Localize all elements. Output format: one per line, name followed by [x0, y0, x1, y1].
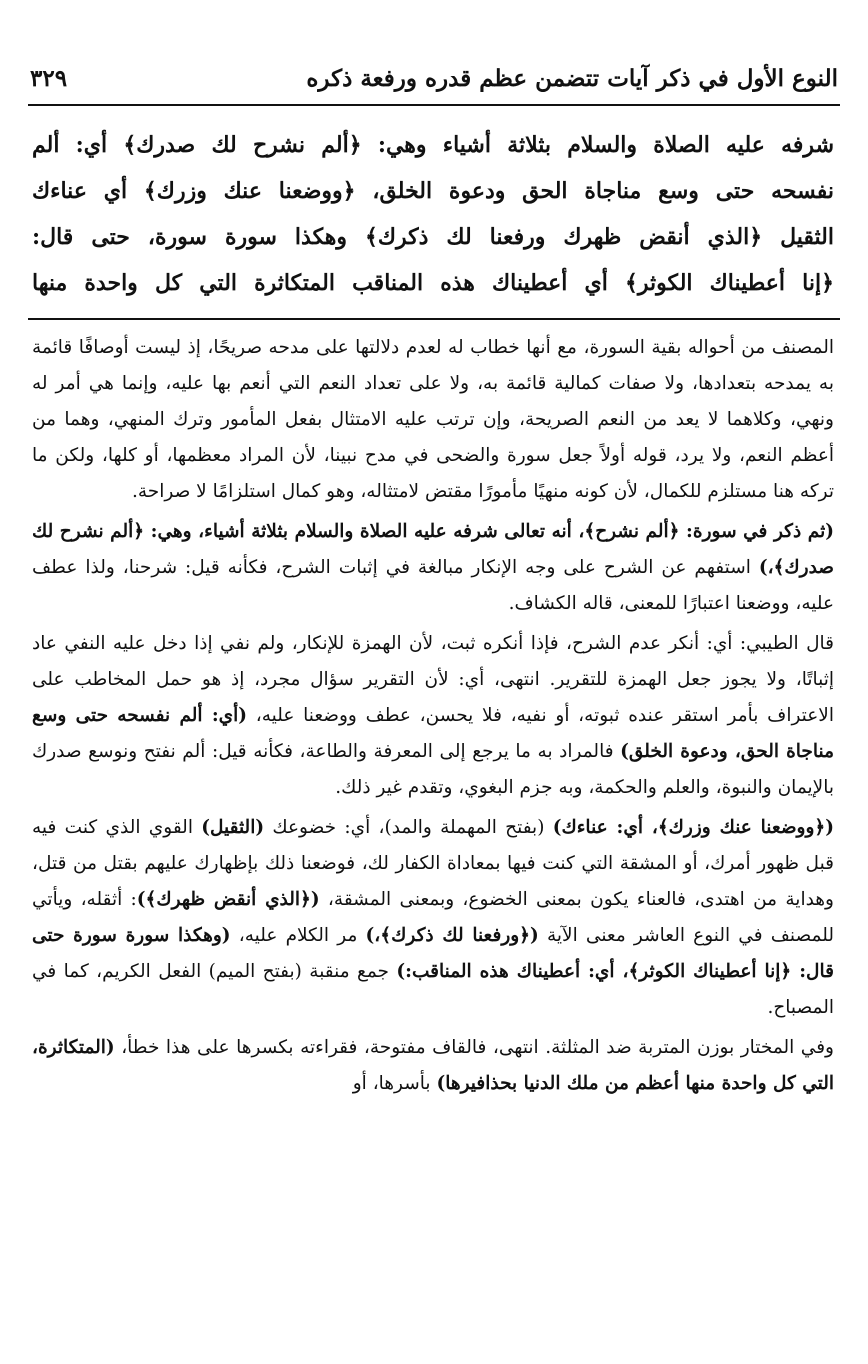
commentary-paragraph-2	[32, 514, 834, 622]
commentary-paragraph-4	[32, 810, 834, 1026]
commentary-text: استفهم عن الشرح على وجه الإنكار مبالغة في إثبات الشرح، فكأنه قيل: شرحنا، ولذا عطف عليه، ووضعنا اعتبارًا للمعنى، قاله الكشاف.	[32, 557, 834, 614]
commentary-text: جمع منقبة (بفتح الميم) الفعل الكريم، كما في المصباح.	[32, 961, 834, 1018]
main-line-1: شرفه عليه الصلاة والسلام بثلاثة أشياء وهي: ﴿ألم نشرح لك صدرك﴾ أي: ألم	[32, 132, 834, 158]
quoted-text: (الثقيل)	[201, 817, 265, 838]
page-number: ٣٢٩	[30, 64, 68, 92]
quoted-text: (ثم ذكر في سورة: ﴿ألم نشرح﴾، أنه تعالى شرفه عليه الصلاة والسلام بثلاثة أشياء، وهي: ﴿ألم نشرح لك صدرك﴾،)	[32, 521, 834, 578]
quoted-text: (وهكذا سورة سورة حتى قال: ﴿إنا أعطيناك الكوثر﴾، أي: أعطيناك هذه المناقب:)	[32, 925, 834, 982]
page-header	[30, 58, 838, 98]
main-line-2: نفسحه حتى وسع مناجاة الحق ودعوة الخلق، ﴿ووضعنا عنك وزرك﴾ أي عناءك	[32, 178, 834, 204]
commentary-text: فالمراد به ما يرجع إلى المعرفة والطاعة، فكأنه قيل: ألم نفتح ونوسع صدرك بالإيمان والنبوة، والعلم والحكمة، وبه جزم البغوي، وتقدم غير ذلك.	[32, 741, 834, 798]
header-rule	[28, 104, 840, 106]
footnote-separator	[28, 318, 840, 320]
commentary-paragraph-5	[32, 1030, 834, 1102]
quoted-text: (﴿ورفعنا لك ذكرك﴾،)	[365, 925, 539, 946]
main-text	[32, 122, 834, 306]
commentary-text: بأسرها، أو	[352, 1073, 437, 1094]
commentary-text: وفي المختار بوزن المتربة ضد المثلثة. انتهى، فالقاف مفتوحة، فقراءته بكسرها على هذا خطأ،	[114, 1037, 834, 1058]
commentary-text: قال الطيبي: أي: أنكر عدم الشرح، فإذا أنكره ثبت، لأن الهمزة للإنكار، ولم نفي إذا دخل عليه النفي عاد إثباتًا، ولا يجوز جعل الهمزة للتقرير. انتهى، أي: لأن التقرير سؤال مجرد، إذ هو حمل المخاطب على الاعتراف بأمر استقر عنده ثبوته، أو نفيه، فلا يحسن، عطف ووضعنا عليه،	[32, 633, 834, 726]
quoted-text: (المتكاثرة، التي كل واحدة منها أعظم من ملك الدنيا بحذافيرها)	[32, 1037, 834, 1094]
quoted-text: (أي: ألم نفسحه حتى وسع مناجاة الحق، ودعوة الخلق)	[32, 705, 834, 762]
quoted-text: (﴿الذي أنقض ظهرك﴾)	[136, 889, 320, 910]
commentary-paragraph-1: المصنف من أحواله بقية السورة، مع أنها خطاب له لعدم دلالتها على مدحه صريحًا، إذ ليست أوصافًا قائمة به يمدحه بتعدادها، ولا صفات كمالية قائمة به، ولا على تعداد النعم التي أنعم بها عليه، وإنما هي أمر له ونهي، وكلاهما لا يعد من النعم الصريحة، وإن ترتب عليه الامتثال بفعل المأمور وترك المنهي، وهما من أعظم النعم، ولا يرد، قوله أولاً جعل سورة والضحى في مدح نبينا، لأن المراد معظمها، أو كلها، ولكن ما تركه هنا مستلزم للكمال، لأن كونه منهيًا مأمورًا مقتض لامتثاله، وهو كمال استلزامًا لا صراحة.	[32, 337, 834, 502]
commentary-text: (بفتح المهملة والمد)، أي: خضوعك	[264, 817, 553, 838]
main-line-3: الثقيل ﴿الذي أنقض ظهرك ورفعنا لك ذكرك﴾ وهكذا سورة سورة، حتى قال:	[32, 224, 834, 250]
commentary-text: مر الكلام عليه،	[230, 925, 366, 946]
commentary-text: : أثقله، ويأتي للمصنف في النوع العاشر معنى الآية	[32, 889, 834, 946]
main-line-4: ﴿إنا أعطيناك الكوثر﴾ أي أعطيناك هذه المناقب المتكاثرة التي كل واحدة منها	[32, 270, 834, 296]
commentary-text: القوي الذي كنت فيه قبل ظهور أمرك، أو المشقة التي كنت فيها بمعاداة الكفار لك، فوضعنا ذلك بإظهارك عليهم بقتل من قتل، وهداية من اهتدى، فالعناء يكون بمعنى الخضوع، وبمعنى المشقة،	[32, 817, 834, 910]
running-title: النوع الأول في ذكر آيات تتضمن عظم قدره ورفعة ذكره	[306, 64, 838, 92]
commentary-paragraph-3	[32, 626, 834, 806]
commentary	[32, 330, 834, 1106]
quoted-text: (﴿ووضعنا عنك وزرك﴾، أي: عناءك)	[552, 817, 834, 838]
